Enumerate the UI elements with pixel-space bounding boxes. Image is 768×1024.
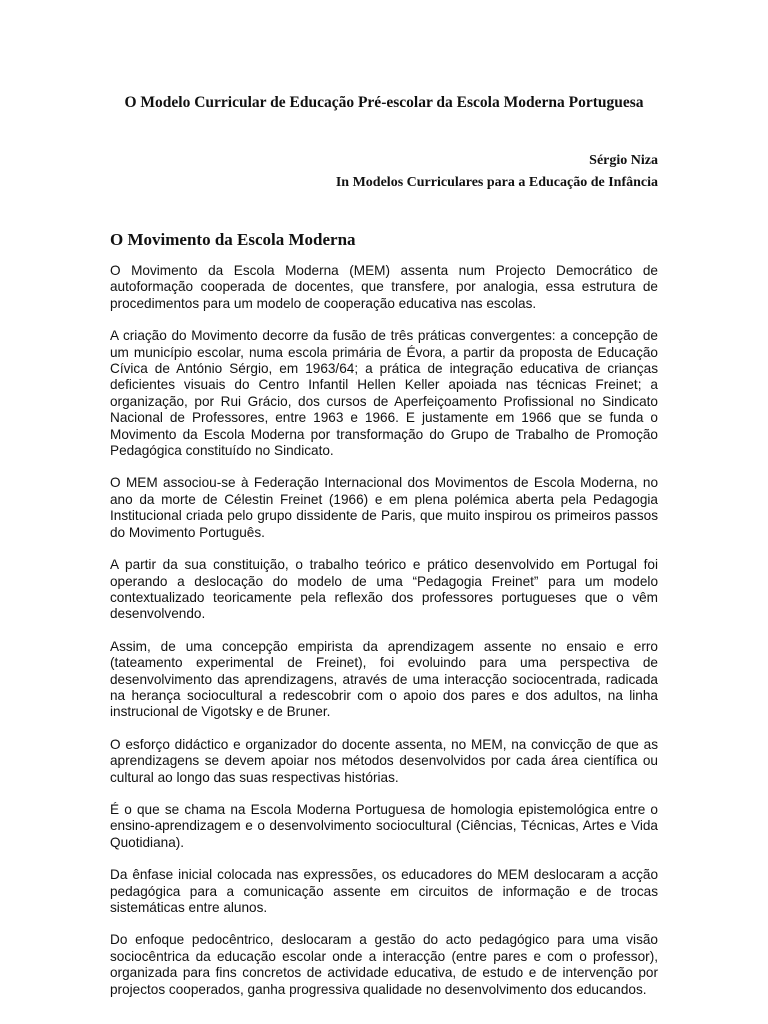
paragraph: É o que se chama na Escola Moderna Portuguesa de homologia epistemológica entre o ensino-aprendizagem e o desenvolvimento sociocultural (Ciências, Técnicas, Artes e Vida Quotidiana). <box>110 801 658 850</box>
paragraph: Do enfoque pedocêntrico, deslocaram a gestão do acto pedagógico para uma visão sociocêntrica da educação escolar onde a interacção (entre pares e com o professor), organizada para fins concretos de actividade educativa, de estudo e de intervenção por projectos cooperados, ganha progressiva qualidade no desenvolvimento dos educandos. <box>110 932 658 997</box>
section-heading: O Movimento da Escola Moderna <box>110 230 356 249</box>
source-reference: In Modelos Curriculares para a Educação de Infância <box>335 175 658 190</box>
body-text <box>110 263 658 1014</box>
paragraph: A criação do Movimento decorre da fusão de três práticas convergentes: a concepção de um município escolar, numa escola primária de Évora, a partir da proposta de Educação Cívica de António Sérgio, em 1963/64; a prática de integração educativa de crianças deficientes visuais do Centro Infantil Hellen Keller apoiada nas técnicas Freinet; a organização, por Rui Grácio, dos cursos de Aperfeiçoamento Profissional no Sindicato Nacional de Professores, entre 1963 e 1966. E justamente em 1966 que se funda o Movimento da Escola Moderna por transformação do Grupo de Trabalho de Promoção Pedagógica constituído no Sindicato. <box>110 328 658 459</box>
paragraph: Assim, de uma concepção empirista da aprendizagem assente no ensaio e erro (tateamento experimental de Freinet), foi evoluindo para uma perspectiva de desenvolvimento das aprendizagens, através de uma interacção sociocentrada, radicada na herança sociocultural a redescobrir com o apoio dos pares e dos adultos, na linha instrucional de Vigotsky e de Bruner. <box>110 638 658 720</box>
paragraph: O esforço didáctico e organizador do docente assenta, no MEM, na convicção de que as aprendizagens se devem apoiar nos métodos desenvolvidos por cada área científica ou cultural ao longo das suas respectivas histórias. <box>110 736 658 785</box>
paragraph: Da ênfase inicial colocada nas expressões, os educadores do MEM deslocaram a acção pedagógica para a comunicação assente em circuitos de informação e de trocas sistemáticas entre alunos. <box>110 867 658 915</box>
paragraph: A partir da sua constituição, o trabalho teórico e prático desenvolvido em Portugal foi operando a deslocação do modelo de uma “Pedagogia Freinet” para um modelo contextualizado teoricamente pela reflexão dos professores portugueses que o vêm desenvolvendo. <box>110 557 658 622</box>
author-block <box>336 150 658 194</box>
paragraph: O Movimento da Escola Moderna (MEM) assenta num Projecto Democrático de autoformação cooperada de docentes, que transfere, por analogia, essa estrutura de procedimentos para um modelo de cooperação educativa nas escolas. <box>110 263 658 311</box>
paragraph: O MEM associou-se à Federação Internacional dos Movimentos de Escola Moderna, no ano da morte de Célestin Freinet (1966) e em plena polémica aberta pela Pedagogia Institucional criada pelo grupo dissidente de Paris, que muito inspirou os primeiros passos do Movimento Português. <box>110 475 658 540</box>
author-name: Sérgio Niza <box>589 153 658 168</box>
document-title: O Modelo Curricular de Educação Pré-escolar da Escola Moderna Portuguesa <box>124 94 644 111</box>
